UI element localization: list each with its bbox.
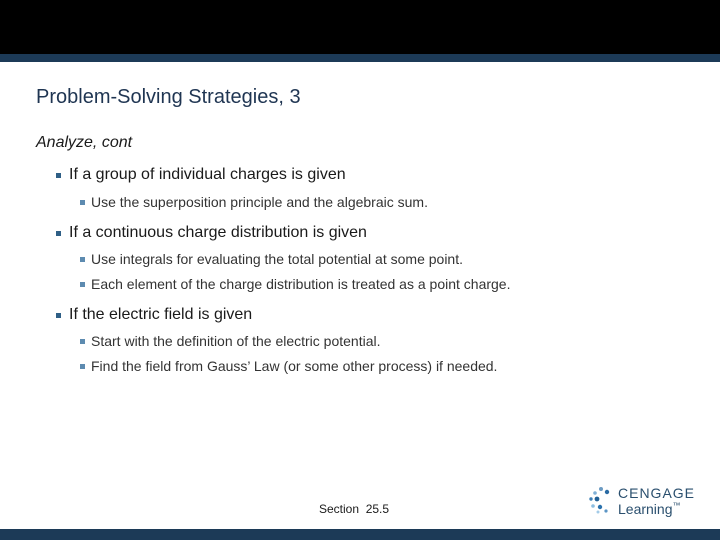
- square-bullet-icon: [80, 364, 85, 369]
- bullet-heading-text: If a group of individual charges is given: [69, 166, 346, 183]
- bullet-heading-text: If a continuous charge distribution is given: [69, 224, 367, 241]
- top-bar: [0, 0, 720, 54]
- slide-subhead: Analyze, cont: [36, 134, 133, 151]
- square-bullet-icon: [56, 173, 61, 178]
- logo-wordmark: CENGAGE: [618, 485, 696, 501]
- bullet-point-text: Start with the definition of the electric potential.: [91, 333, 381, 349]
- bullet-point-text: Find the field from Gauss’ Law (or some other process) if needed.: [91, 358, 498, 374]
- bottom-stripe: [0, 529, 720, 540]
- bullet-point-text: Use integrals for evaluating the total potential at some point.: [91, 251, 463, 267]
- trademark-mark: ™: [672, 501, 681, 510]
- bullet-point: [80, 333, 381, 349]
- logo-subtext-word: Learning: [618, 501, 673, 517]
- square-bullet-icon: [80, 282, 85, 287]
- bullet-heading-text: If the electric field is given: [69, 306, 253, 323]
- square-bullet-icon: [80, 339, 85, 344]
- bullet-point-text: Use the superposition principle and the algebraic sum.: [91, 194, 428, 210]
- square-bullet-icon: [80, 200, 85, 205]
- bullet-point: [80, 276, 510, 292]
- square-bullet-icon: [56, 231, 61, 236]
- bullet-heading: [56, 224, 367, 242]
- bullet-point-text: Each element of the charge distribution is treated as a point charge.: [91, 276, 511, 292]
- logo-subtext: [618, 501, 681, 517]
- section-reference: Section 25.5: [319, 502, 390, 516]
- square-bullet-icon: [80, 257, 85, 262]
- bullet-heading: [56, 166, 346, 184]
- bullet-heading: [56, 306, 252, 324]
- slide-title: Problem-Solving Strategies, 3: [36, 86, 301, 108]
- cengage-logo: [588, 484, 698, 518]
- bullet-point: [80, 194, 428, 210]
- cengage-dots-icon: [588, 486, 614, 514]
- top-stripe: [0, 54, 720, 62]
- bullet-point: [80, 358, 497, 374]
- bullet-point: [80, 251, 463, 267]
- square-bullet-icon: [56, 313, 61, 318]
